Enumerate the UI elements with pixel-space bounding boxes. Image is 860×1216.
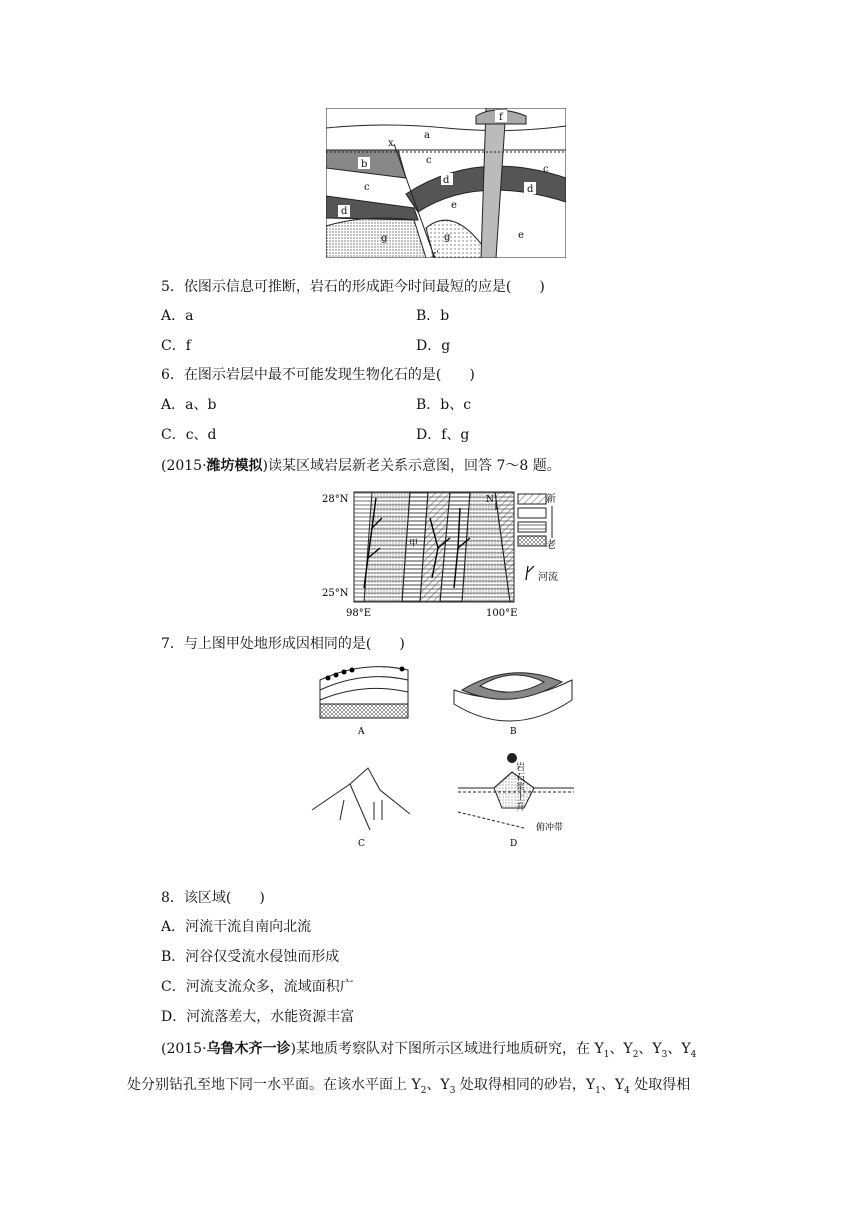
intro-next-line2-b: 、Y: [426, 1077, 450, 1093]
panel-d-magma-5: 升: [516, 803, 526, 813]
q8-option-c[interactable]: C．河流支流众多，流域面积广: [161, 979, 354, 995]
sub-4b: 4: [624, 1085, 630, 1096]
sub-4: 4: [690, 1049, 697, 1060]
north-label: N: [486, 495, 494, 505]
strata-map-figure: [320, 488, 560, 618]
q6-option-c[interactable]: C．c、d: [161, 427, 217, 443]
lat-top-label: 28°N: [322, 494, 349, 505]
fig1-label-b: b: [361, 159, 368, 170]
intro-next-text-a: )某地质考察队对下图所示区域进行地质研究，在 Y: [290, 1041, 604, 1057]
fig1-label-a: a: [424, 130, 430, 141]
lon-left-label: 98°E: [346, 608, 372, 618]
q5-stem: 5．依图示信息可推断，岩石的形成距今时间最短的应是( ): [161, 279, 545, 295]
q6-option-b[interactable]: B．b、c: [416, 397, 472, 413]
lat-bottom-label: 25°N: [322, 588, 349, 599]
panel-d-magma-1: 岩: [516, 763, 526, 773]
q8-option-a[interactable]: A．河流干流自南向北流: [161, 919, 312, 935]
q5-option-a[interactable]: A．a: [161, 308, 194, 324]
panel-d-magma-3: 浆: [516, 783, 526, 793]
fig1-label-x-prime: x': [431, 250, 439, 258]
lon-right-label: 100°E: [486, 608, 518, 618]
panel-d-magma-2: 石: [516, 773, 526, 783]
legend-old: 老: [546, 540, 556, 551]
fig1-label-e2: e: [518, 230, 524, 241]
intro-next-text-b: 、Y: [609, 1041, 633, 1057]
sub-3: 3: [661, 1049, 668, 1060]
intro-next-text-c: 、Y: [638, 1041, 662, 1057]
panel-d-label: D: [510, 839, 518, 849]
q5-option-b[interactable]: B．b: [416, 308, 450, 324]
fig1-label-e: e: [451, 200, 457, 211]
sub-1: 1: [603, 1049, 610, 1060]
intro-7-8-year: (2015·: [161, 458, 207, 474]
panel-a-label: A: [358, 727, 365, 737]
intro-next-line2-d: 、Y: [600, 1077, 625, 1093]
q8-option-b[interactable]: B．河谷仅受流水侵蚀而形成: [161, 949, 340, 965]
fig1-label-f: f: [499, 112, 503, 123]
q8-stem: 8．该区域( ): [161, 890, 265, 906]
intro-7-8: [161, 455, 561, 475]
q6-option-d[interactable]: D．f、g: [416, 427, 470, 443]
q7-panel-a[interactable]: [318, 660, 410, 740]
q7-panel-b[interactable]: [452, 660, 574, 740]
fig1-label-g: g: [381, 233, 388, 244]
q8-option-d[interactable]: D．河流落差大，水能资源丰富: [161, 1009, 355, 1025]
jia-label: 甲: [409, 539, 419, 549]
q5-option-c[interactable]: C．f: [161, 338, 191, 354]
fig1-label-d2: d: [443, 175, 450, 186]
sub-2b: 2: [420, 1085, 427, 1096]
intro-next-line2-c: 处取得相同的砂岩，Y: [455, 1077, 596, 1093]
q6-stem: 6．在图示岩层中最不可能发现生物化石的是( ): [161, 367, 475, 383]
panel-c-label: C: [358, 839, 365, 849]
legend-river: 河流: [538, 572, 558, 583]
intro-next-line1: [161, 1038, 696, 1060]
fig1-label-c2: c: [426, 155, 432, 166]
panel-d-magma-4: 上: [516, 793, 526, 803]
fig1-label-g2: g: [444, 232, 451, 243]
intro-next-line2-e: 处取得相: [629, 1077, 691, 1093]
q7-panel-d[interactable]: [454, 748, 578, 850]
q6-option-a[interactable]: A．a、b: [161, 397, 217, 413]
legend-new: 新: [546, 494, 556, 505]
intro-next-text-d: 、Y: [667, 1041, 691, 1057]
intro-next-source: 乌鲁木齐一诊: [206, 1041, 291, 1057]
sub-1b: 1: [595, 1085, 601, 1096]
intro-7-8-text: )读某区域岩层新老关系示意图，回答 7～8 题。: [262, 458, 561, 474]
panel-d-subduction: 俯冲带: [536, 823, 564, 833]
sub-3b: 3: [449, 1085, 456, 1096]
fig1-label-c: c: [364, 182, 370, 193]
panel-b-label: B: [510, 727, 517, 737]
intro-next-line2: [127, 1074, 690, 1096]
fig1-label-d3: d: [527, 184, 534, 195]
sub-2: 2: [632, 1049, 639, 1060]
fig1-label-x: x: [388, 138, 394, 149]
intro-next-year: (2015·: [161, 1041, 207, 1057]
geologic-section-figure: [326, 108, 566, 258]
intro-next-line2-a: 处分别钻孔至地下同一水平面。在该水平面上 Y: [127, 1077, 421, 1093]
q7-panel-c[interactable]: [310, 760, 414, 850]
q5-option-d[interactable]: D．g: [416, 338, 451, 354]
q7-stem: 7．与上图甲处地形成因相同的是( ): [161, 636, 405, 652]
fig1-label-d: d: [341, 206, 348, 217]
fig1-label-c3: c: [543, 164, 549, 175]
intro-7-8-source: 潍坊模拟: [206, 458, 263, 474]
